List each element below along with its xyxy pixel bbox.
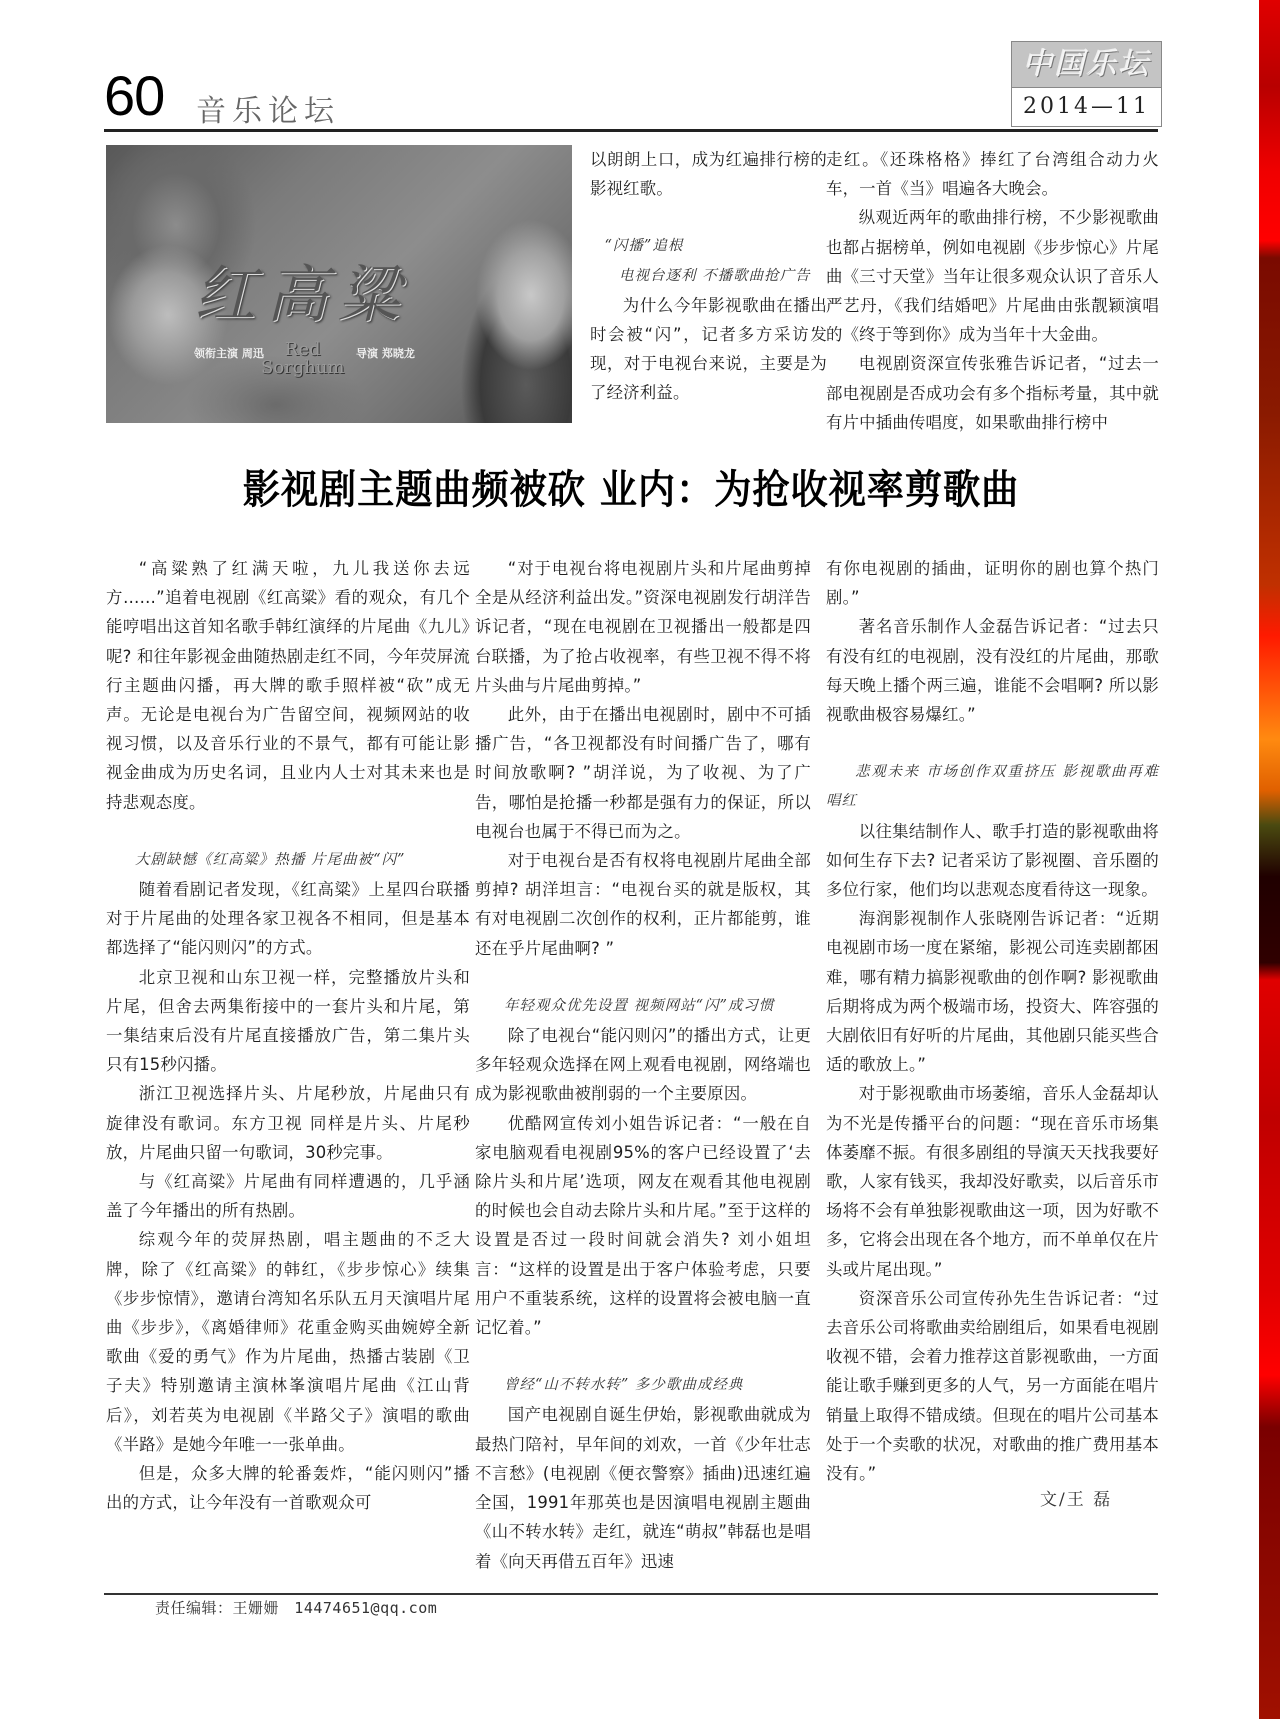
header-divider	[104, 129, 1158, 132]
decorative-red-edge-strip	[1259, 0, 1280, 1719]
paragraph: 优酷网宣传刘小姐告诉记者：“一般在自家电脑观看电视剧95%的客户已经设置了‘去除片头和片尾’选项，网友在观看其他电视剧的时候也会自动去除片头和片尾。”至于这样的设置是否过一段时间就会消失? 刘小姐坦言：“这样的设置是出于客户体验考虑，只要用户不重装系统，这样的设置将会被电脑一直记忆着。”	[475, 1113, 811, 1338]
paragraph: “对于电视台将电视剧片头和片尾曲剪掉全是从经济利益出发。”资深电视剧发行胡洋告诉记者，“现在电视剧在卫视播出一般都是四台联播，为了抢占收视率，有些卫视不得不将片头曲与片尾曲剪掉。”	[475, 559, 811, 695]
paragraph: 对于影视歌曲市场萎缩，音乐人金磊却认为不光是传播平台的问题：“现在音乐市场集体萎靡不振。有很多剧组的导演天天找我要好歌，人家有钱买，我却没好歌卖，以后音乐市场将不会有单独影视歌曲这一项，因为好歌不多，它将会出现在各个地方，而不单单仅在片头或片尾出现。”	[826, 1084, 1159, 1279]
paragraph: 海润影视制作人张晓刚告诉记者：“近期电视剧市场一度在紧缩，影视公司连卖剧都困难，哪有精力搞影视歌曲的创作啊? 影视歌曲后期将成为两个极端市场，投资大、阵容强的大剧依旧有好听的片尾曲，其他剧只能买些合适的歌放上。”	[826, 909, 1159, 1075]
paragraph: 随着看剧记者发现，《红高粱》上星四台联播对于片尾曲的处理各家卫视各不相同，但是基本都选择了“能闪则闪”的方式。	[106, 880, 470, 958]
subhead: 电视台逐利 不播歌曲抢广告	[619, 267, 811, 284]
page-number: 60	[104, 64, 165, 127]
editor-email: 14474651@qq.com	[294, 1599, 438, 1617]
poster-english-title	[261, 341, 345, 377]
poster-title: 红高粱	[194, 258, 411, 331]
paragraph: 著名音乐制作人金磊告诉记者：“过去只有没有红的电视剧，没有没红的片尾曲，那歌每天晚上播个两三遍，谁能不会唱啊? 所以影视歌曲极容易爆红。”	[826, 617, 1159, 725]
author-byline: 文/王 磊	[1040, 1490, 1113, 1510]
paragraph: 走红。《还珠格格》捧红了台湾组合动力火车，一首《当》唱遍各大晚会。	[826, 150, 1159, 199]
paragraph: 纵观近两年的歌曲排行榜，不少影视歌曲也都占据榜单，例如电视剧《步步惊心》片尾曲《三寸天堂》当年让很多观众认识了音乐人严艺丹，《我们结婚吧》片尾曲由张靓颖演唱的《终于等到你》成为当年十大金曲。	[826, 208, 1159, 345]
article-headline: 影视剧主题曲频被砍 业内：为抢收视率剪歌曲	[242, 466, 1020, 513]
paragraph: 为什么今年影视歌曲在播出时会被“闪”，记者多方采访发现，对于电视台来说，主要是为了经济利益。	[590, 295, 827, 403]
paragraph: 对于电视台是否有权将电视剧片尾曲全部剪掉? 胡洋坦言：“电视台买的就是版权，其有对电视剧二次创作的权利，正片都能剪，谁还在乎片尾曲啊? ”	[475, 851, 811, 958]
subhead: 年轻观众优先设置 视频网站“闪”成习惯	[504, 997, 775, 1014]
paragraph: 资深音乐公司宣传孙先生告诉记者：“过去音乐公司将歌曲卖给剧组后，如果看电视剧收视不错，会着力推荐这首影视歌曲，一方面能让歌手赚到更多的人气，另一方面能在唱片销量上取得不错成绩。但现在的唱片公司基本处于一个卖歌的状况，对歌曲的推广费用基本没有。”	[826, 1288, 1159, 1484]
article-column-3	[826, 554, 1159, 1488]
paragraph: 除了电视台“能闪则闪”的播出方式，让更多年轻观众选择在网上观看电视剧，网络端也成为影视歌曲被削弱的一个主要原因。	[475, 1026, 811, 1104]
issue-date: 2014—11	[1023, 94, 1150, 119]
subhead: “闪播”追根	[604, 238, 684, 255]
paragraph: 综观今年的荧屏热剧，唱主题曲的不乏大牌，除了《红高粱》的韩红，《步步惊心》续集《步步惊情》，邀请台湾知名乐队五月天演唱片尾曲《步步》，《离婚律师》花重金购买曲婉婷全新歌曲《爱的勇气》作为片尾曲，热播古装剧《卫子夫》特别邀请主演林峯演唱片尾曲《江山背后》，刘若英为电视剧《半路父子》演唱的歌曲《半路》是她今年唯一一张单曲。	[106, 1230, 470, 1454]
intro-paragraph: “高粱熟了红满天啦，九儿我送你去远方……”追着电视剧《红高粱》看的观众，有几个能哼唱出这首知名歌手韩红演绎的片尾曲《九儿》呢? 和往年影视金曲随热剧走红不同，今年荧屏流行主题曲闪播，再大牌的歌手照样被“砍”成无声。无论是电视台为广告留空间，视频网站的收视习惯，以及音乐行业的不景气，都有可能让影视金曲成为历史名词，且业内人士对其未来也是持悲观态度。	[106, 559, 470, 812]
footer-divider	[104, 1593, 1158, 1595]
footer-editor-credit	[155, 1597, 437, 1618]
poster-director-credit: 导演 郑晓龙	[356, 347, 415, 360]
masthead-box	[1011, 41, 1162, 127]
continued-paragraph: 以朗朗上口，成为红遍排行榜的影视红歌。	[590, 150, 827, 199]
poster-english-line1: Red	[284, 339, 321, 360]
paragraph: 与《红高粱》片尾曲有同样遭遇的，几乎涵盖了今年播出的所有热剧。	[106, 1172, 470, 1221]
paragraph: 电视剧资深宣传张雅告诉记者，“过去一部电视剧是否成功会有多个指标考量，其中就有片中插曲传唱度，如果歌曲排行榜中	[826, 354, 1159, 432]
article-column-1	[106, 554, 470, 1518]
poster-lead-actor-credit: 领衔主演 周迅	[194, 347, 264, 360]
masthead-logo: 中国乐坛	[1012, 42, 1161, 88]
subhead: 曾经“山不转水转” 多少歌曲成经典	[504, 1377, 744, 1394]
top-column-middle	[590, 145, 827, 408]
poster-english-line2: Sorghum	[261, 357, 345, 378]
section-title: 音乐论坛	[196, 94, 340, 129]
continued-paragraph: 有你电视剧的插曲，证明你的剧也算个热门剧。”	[826, 559, 1159, 608]
article-column-2	[475, 554, 811, 1576]
subhead: 悲观未来 市场创作双重挤压 影视歌曲再难唱红	[826, 764, 1159, 810]
paragraph: 此外，由于在播出电视剧时，剧中不可插播广告，“各卫视都没有时间播广告了，哪有时间放歌啊? ”胡洋说，为了收视、为了广告，哪怕是抢播一秒都是强有力的保证，所以电视台也属于不得已而为之。	[475, 705, 811, 841]
paragraph: 浙江卫视选择片头、片尾秒放，片尾曲只有旋律没有歌词。东方卫视 同样是片头、片尾秒放，片尾曲只留一句歌词，30秒完事。	[106, 1084, 470, 1162]
subhead: 大剧缺憾《红高粱》热播 片尾曲被“闪”	[135, 851, 406, 868]
paragraph: 国产电视剧自诞生伊始，影视歌曲就成为最热门陪衬，早年间的刘欢，一首《少年壮志不言愁》(电视剧《便衣警察》插曲)迅速红遍全国，1991年那英也是因演唱电视剧主题曲《山不转水转》走红，就连“萌叔”韩磊也是唱着《向天再借五百年》迅速	[475, 1405, 811, 1571]
top-column-right	[826, 145, 1159, 437]
paragraph: 北京卫视和山东卫视一样，完整播放片头和片尾，但舍去两集衔接中的一套片头和片尾，第一集结束后没有片尾直接播放广告，第二集片头只有15秒闪播。	[106, 967, 470, 1075]
editor-label: 责任编辑：王姗姗	[155, 1599, 280, 1617]
paragraph: 以往集结制作人、歌手打造的影视歌曲将如何生存下去? 记者采访了影视圈、音乐圈的多位行家，他们均以悲观态度看待这一现象。	[826, 821, 1159, 900]
drama-poster-image	[106, 145, 572, 423]
paragraph: 但是，众多大牌的轮番轰炸，“能闪则闪”播出的方式，让今年没有一首歌观众可	[106, 1464, 470, 1513]
